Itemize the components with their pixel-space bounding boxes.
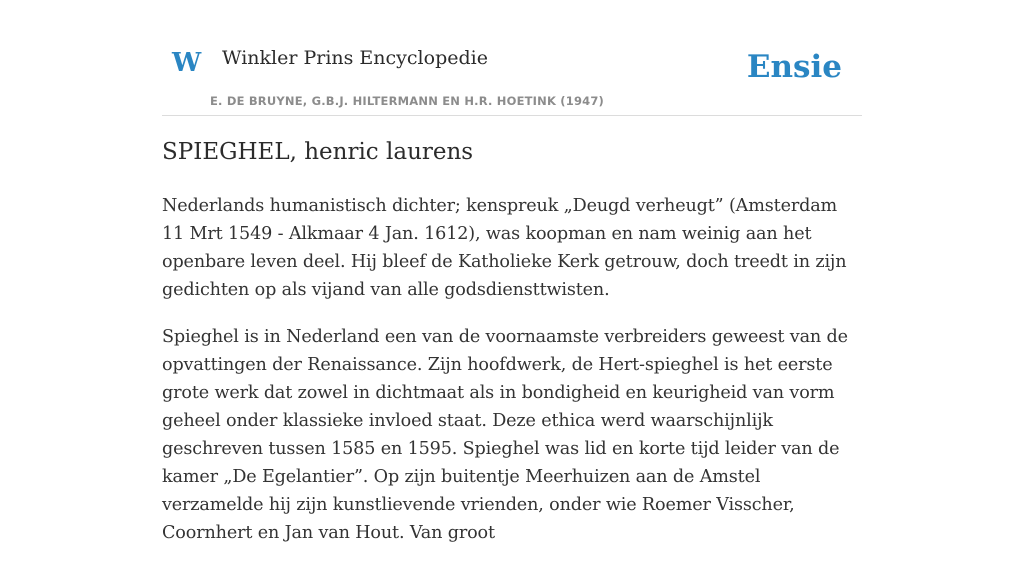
winkler-prins-logo[interactable]: W <box>172 48 202 78</box>
article-body <box>162 192 862 566</box>
article-paragraph: Spieghel is in Nederland een van de voornaamste verbreiders geweest van de opvattingen der Renaissance. Zijn hoofdwerk, de Hert-spieghel is het eerste grote werk dat zowel in dichtmaat als in bondigheid en keurigheid van vorm geheel onder klassieke invloed staat. Deze ethica werd waarschijnlijk geschreven tussen 1585 en 1595. Spieghel was lid en korte tijd leider van de kamer „De Egelantier”. Op zijn buitentje Meerhuizen aan de Amstel verzamelde hij zijn kunstlievende vrienden, onder wie Roemer Visscher, Coornhert en Jan van Hout. Van groot <box>162 327 848 543</box>
ensie-brand-logo[interactable]: Ensie <box>746 49 842 85</box>
publication-authors: E. DE BRUYNE, G.B.J. HILTERMANN EN H.R. HOETINK (1947) <box>210 94 605 108</box>
publication-title[interactable]: Winkler Prins Encyclopedie <box>222 47 488 69</box>
encyclopedia-header <box>162 34 862 116</box>
entry-title: SPIEGHEL, henric laurens <box>162 139 474 165</box>
article-paragraph: Nederlands humanistisch dichter; kenspreuk „Deugd verheugt” (Amsterdam 11 Mrt 1549 - Alkmaar 4 Jan. 1612), was koopman en nam weinig aan het openbare leven deel. Hij bleef de Katholieke Kerk getrouw, doch treedt in zijn gedichten op als vijand van alle godsdiensttwisten. <box>162 196 847 300</box>
